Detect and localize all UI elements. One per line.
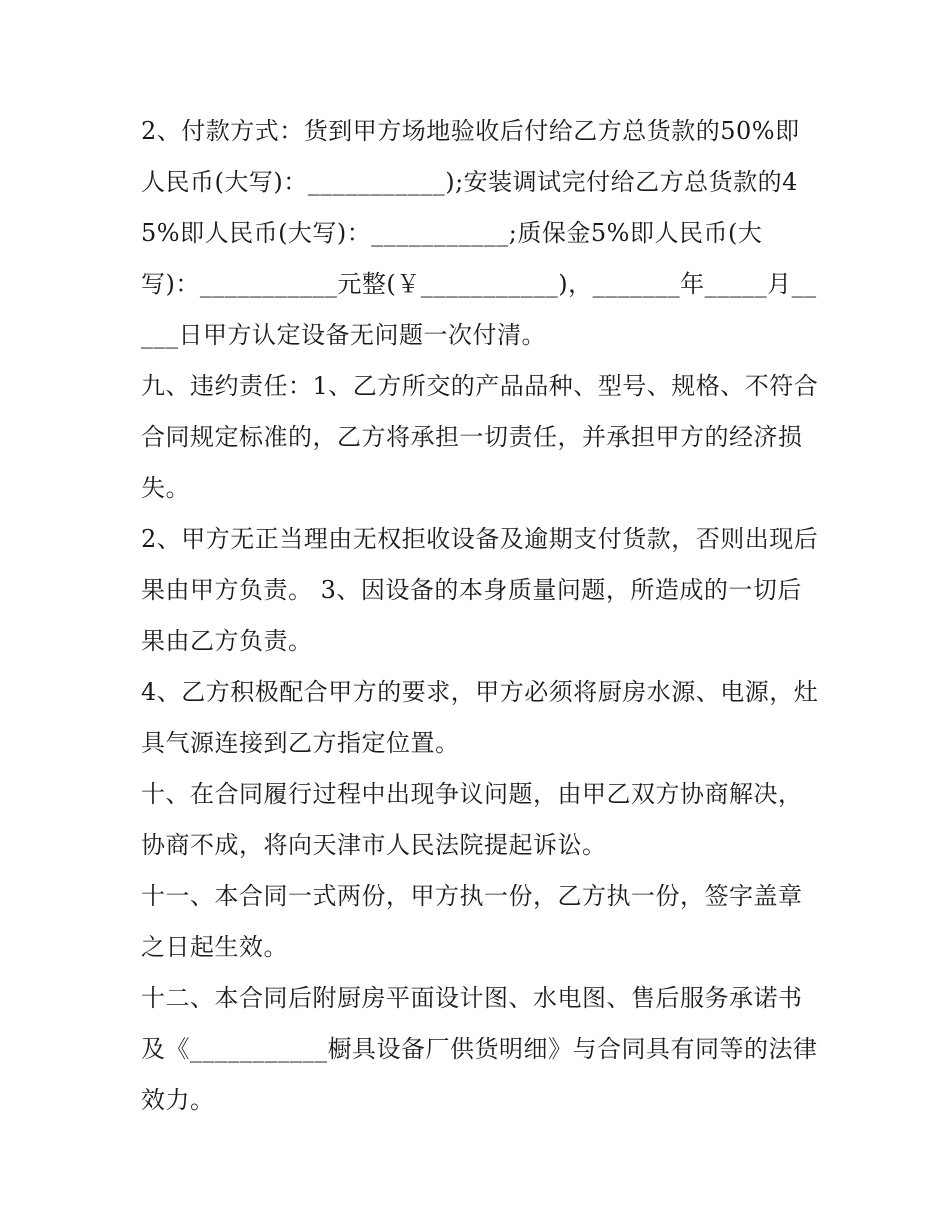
paragraph-breach-liability: 九、违约责任：1、乙方所交的产品品种、型号、规格、不符合合同规定标准的，乙方将承担一切责任，并承担甲方的经济损失。 <box>141 372 819 502</box>
paragraph-buyer-liability: 2、甲方无正当理由无权拒收设备及逾期支付货款，否则出现后果由甲方负责。 3、因设备的本身质量问题，所造成的一切后果由乙方负责。 <box>141 525 819 655</box>
paragraph-attachments: 十二、本合同后附厨房平面设计图、水电图、售后服务承诺书及《___________橱具设备厂供货明细》与合同具有同等的法律效力。 <box>141 984 818 1114</box>
paragraph-cooperation: 4、乙方积极配合甲方的要求，甲方必须将厨房水源、电源，灶具气源连接到乙方指定位置。 <box>141 678 819 757</box>
paragraph-copies-effect: 十一、本合同一式两份，甲方执一份，乙方执一份，签字盖章之日起生效。 <box>141 882 803 961</box>
document-body <box>141 106 821 1126</box>
paragraph-payment-terms: 2、付款方式：货到甲方场地验收后付给乙方总货款的50%即人民币(大写)：___________);安装调试完付给乙方总货款的45%即人民币(大写)：___________;质保金5%即人民币(大写)：___________元整(￥___________)，_______年_____月_____日甲方认定设备无问题一次付清。 <box>141 117 817 349</box>
paragraph-dispute-resolution: 十、在合同履行过程中出现争议问题，由甲乙双方协商解决，协商不成，将向天津市人民法院提起诉讼。 <box>141 780 803 859</box>
